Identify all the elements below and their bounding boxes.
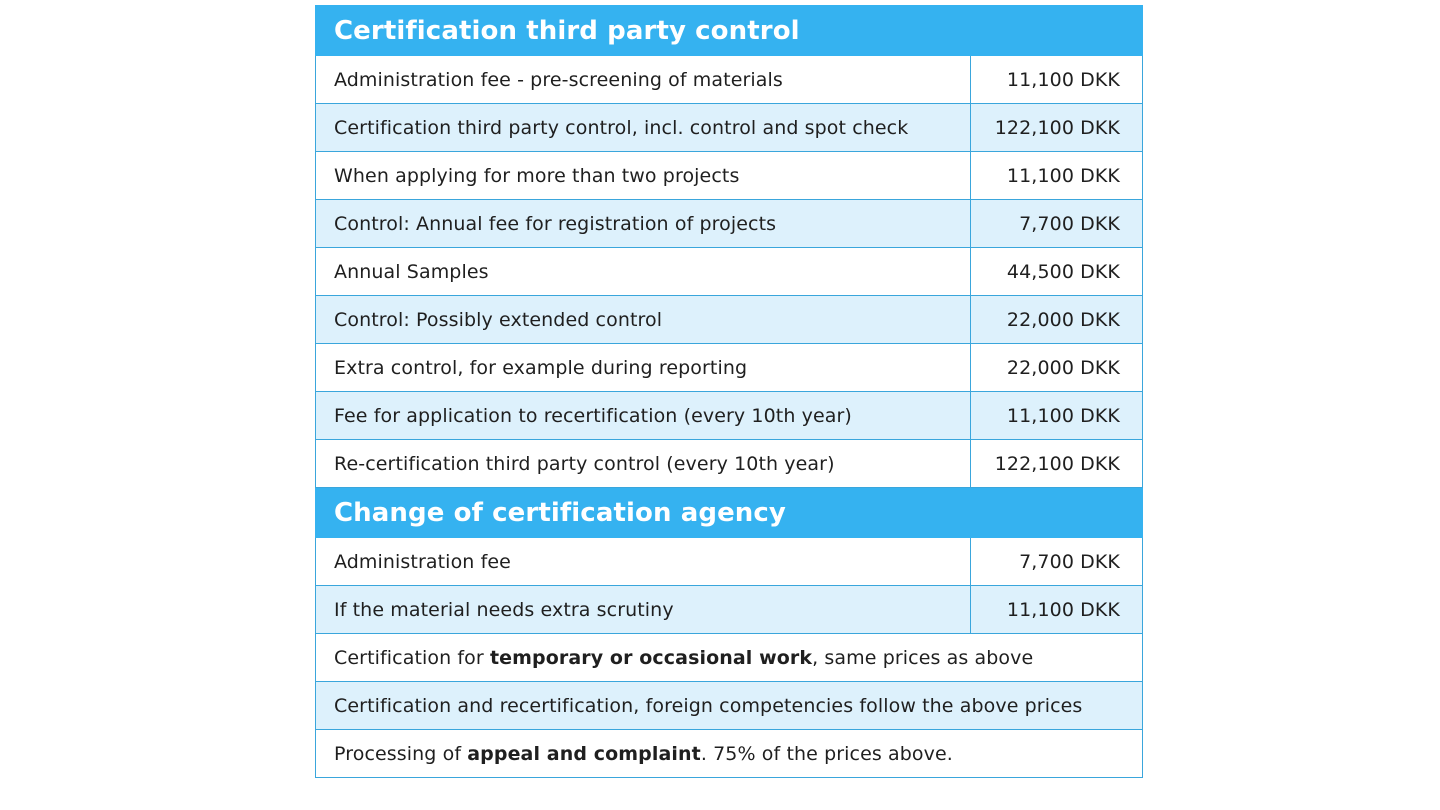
price-table [315,5,1143,778]
table-row [316,104,1143,152]
fee-label: Fee for application to recertification (every 10th year) [316,392,971,440]
fee-amount: 22,000 DKK [971,296,1143,344]
note-emphasis: appeal and complaint [467,742,701,765]
fee-amount: 11,100 DKK [971,56,1143,104]
table-row [316,440,1143,488]
section-title: Change of certification agency [316,488,1143,538]
note-row [316,730,1143,778]
fee-label: Re-certification third party control (every 10th year) [316,440,971,488]
table-row [316,296,1143,344]
note-text-part: Certification for [334,646,490,669]
fee-label: Certification third party control, incl. control and spot check [316,104,971,152]
fee-amount: 22,000 DKK [971,344,1143,392]
fee-label: Extra control, for example during reporting [316,344,971,392]
fee-amount: 122,100 DKK [971,104,1143,152]
note-emphasis: temporary or occasional work [489,646,813,669]
note-text-part: . 75% of the prices above. [700,742,953,765]
fee-label: Administration fee - pre-screening of materials [316,56,971,104]
fee-label: When applying for more than two projects [316,152,971,200]
note-row [316,682,1143,730]
section-header [316,6,1143,56]
fee-amount: 11,100 DKK [971,586,1143,634]
fee-amount: 44,500 DKK [971,248,1143,296]
fee-label: Control: Possibly extended control [316,296,971,344]
note-text [316,730,1143,778]
note-text-part: Processing of [334,742,468,765]
note-text [316,634,1143,682]
table-row [316,200,1143,248]
section-title: Certification third party control [316,6,1143,56]
table-row [316,538,1143,586]
table-row [316,344,1143,392]
fee-label: Control: Annual fee for registration of projects [316,200,971,248]
note-text-part: , same prices as above [812,646,1034,669]
table-row [316,152,1143,200]
fee-label: Administration fee [316,538,971,586]
table-row [316,392,1143,440]
table-row [316,56,1143,104]
fee-amount: 7,700 DKK [971,538,1143,586]
fee-label: If the material needs extra scrutiny [316,586,971,634]
section-header [316,488,1143,538]
fee-amount: 122,100 DKK [971,440,1143,488]
fee-amount: 7,700 DKK [971,200,1143,248]
note-text: Certification and recertification, foreign competencies follow the above prices [316,682,1143,730]
note-row [316,634,1143,682]
table-row [316,248,1143,296]
fee-amount: 11,100 DKK [971,152,1143,200]
fee-amount: 11,100 DKK [971,392,1143,440]
table-row [316,586,1143,634]
fee-label: Annual Samples [316,248,971,296]
